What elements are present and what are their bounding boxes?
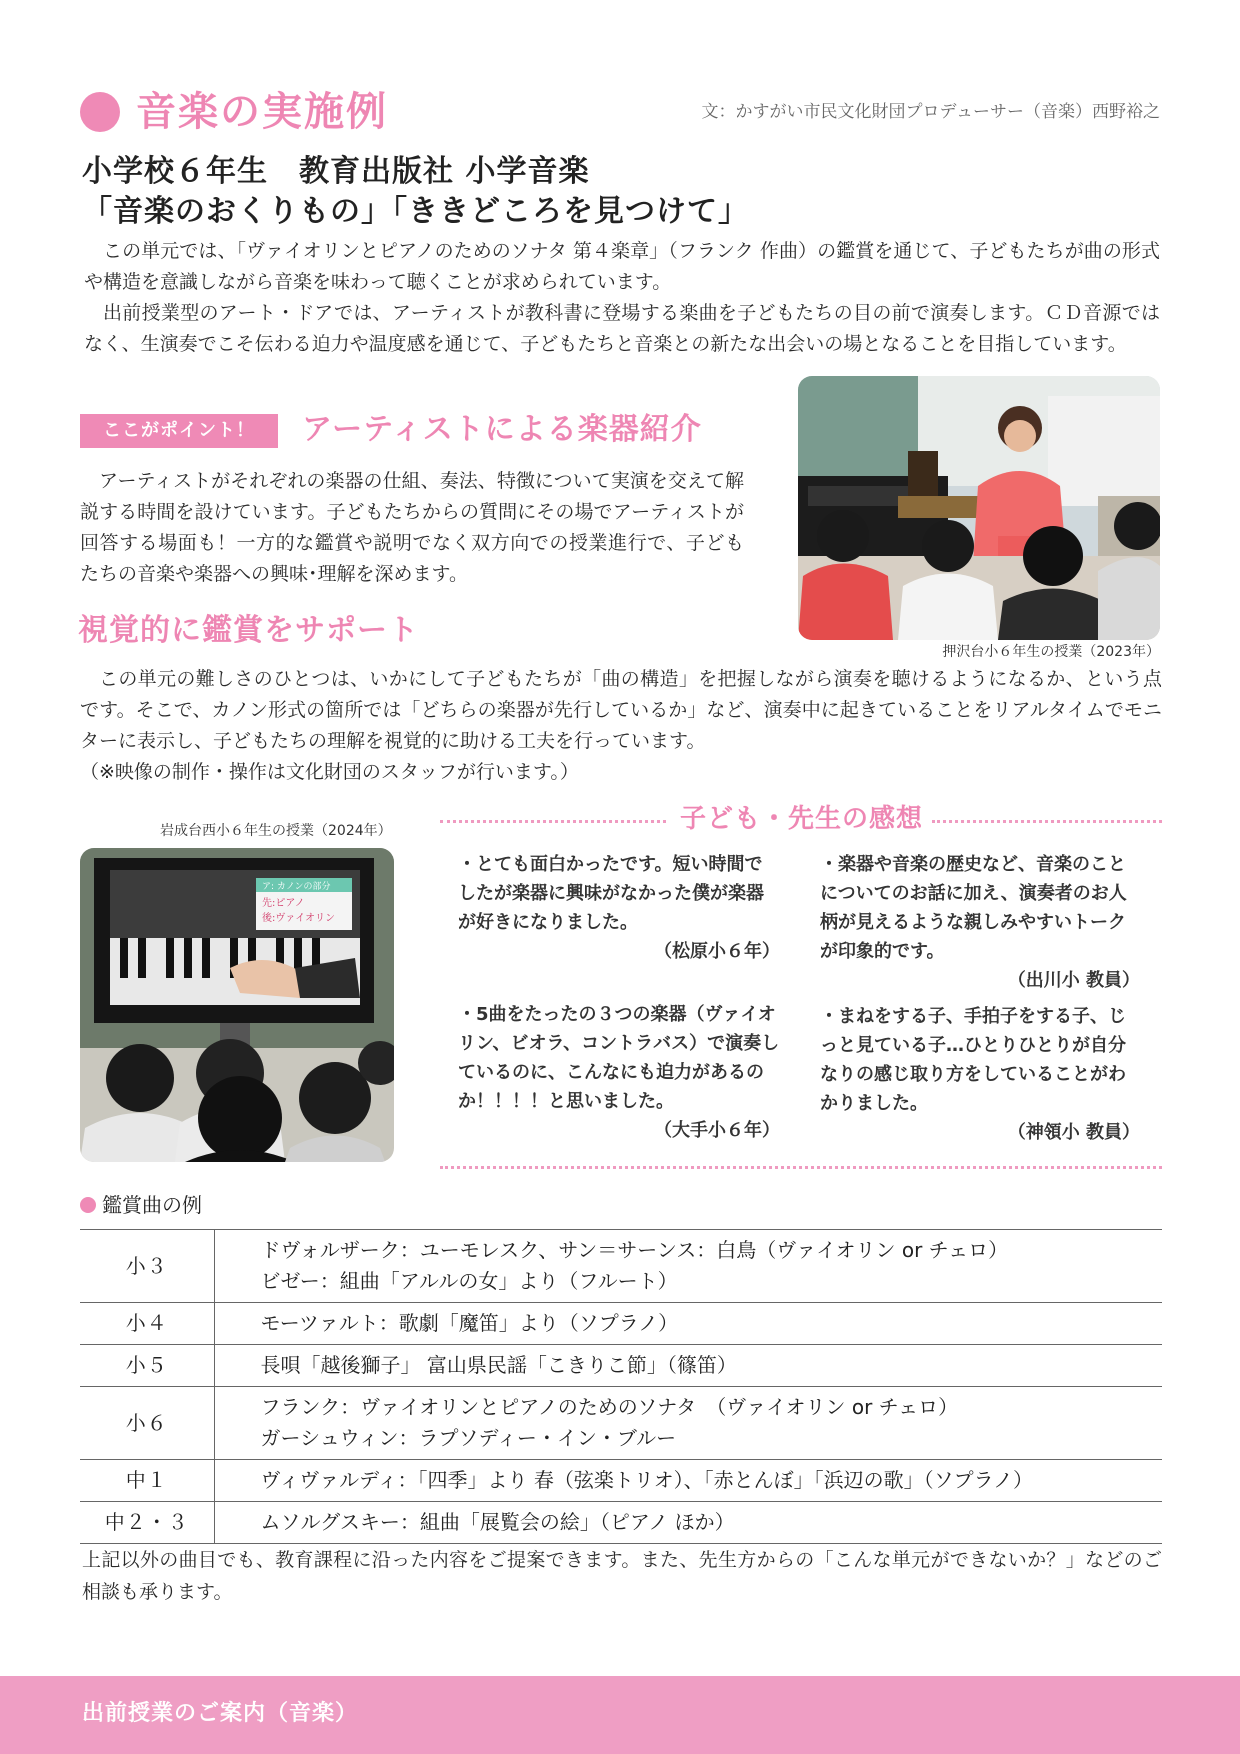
- piece-line: ドヴォルザーク：ユーモレスク、サン＝サーンス：白鳥（ヴァイオリン or チェロ）: [260, 1238, 1009, 1262]
- page-title: 音楽の実施例: [136, 89, 388, 135]
- piece-line: モーツァルト：歌劇「魔笛」より（ソプラノ）: [260, 1311, 679, 1335]
- unit-title-line1: 小学校６年生 教育出版社 小学音楽: [82, 154, 590, 189]
- point-heading: アーティストによる楽器紹介: [302, 412, 702, 447]
- works-heading: [80, 1190, 202, 1220]
- visual-support-body: [80, 664, 1162, 788]
- impression-text: ・まねをする子、手拍子をする子、じっと見ている子…ひとりひとりが自分なりの感じ取り方をしていることがわかりました。: [820, 1006, 1126, 1114]
- intro-paragraph-2: 出前授業型のアート・ドアでは、アーティストが教科書に登場する楽曲を子どもたちの目の前で演奏します。ＣＤ音源ではなく、生演奏でこそ伝わる迫力や温度感を通じて、子どもたちと音楽との新たな出会いの場となることを目指しています。: [84, 302, 1160, 355]
- impression-comment: [820, 1002, 1140, 1147]
- visual-support-heading: 視覚的に鑑賞をサポート: [78, 613, 419, 648]
- performer-photo-illustration: [798, 376, 1160, 640]
- monitor-photo-illustration: [80, 848, 394, 1162]
- dotted-divider-top-right: [932, 820, 1162, 823]
- impression-text: ・とても面白かったです。短い時間でしたが楽器に興味がなかった僕が楽器が好きになりました。: [458, 854, 764, 933]
- table-row: [80, 1230, 1162, 1303]
- impression-author: （大手小６年）: [654, 1120, 780, 1141]
- footer-text: 出前授業のご案内（音楽）: [82, 1701, 359, 1726]
- grade-cell: 中２・３: [80, 1502, 214, 1544]
- impression-author: （松原小６年）: [654, 941, 780, 962]
- piece-line: ビゼー：組曲「アルルの女」より（フルート）: [260, 1269, 678, 1293]
- pieces-cell: [214, 1345, 1162, 1387]
- visual-support-paragraph: この単元の難しさのひとつは、いかにして子どもたちが「曲の構造」を把握しながら演奏を聴けるようになるか、という点です。そこで、カノン形式の箇所では「どちらの楽器が先行しているか」など、演奏中に起きていることをリアルタイムでモニターに表示し、子どもたちの理解を視覚的に助ける工夫を行っています。: [80, 668, 1162, 752]
- monitor-line2-text: 後:ヴァイオリン: [262, 913, 335, 924]
- unit-title-line2: 「音楽のおくりもの」「ききどころを見つけて」: [82, 194, 749, 229]
- intro-text: [84, 236, 1160, 360]
- monitor-line1-text: 先:ピアノ: [262, 898, 305, 909]
- page-header: [80, 84, 1160, 144]
- works-heading-text: 鑑賞曲の例: [102, 1193, 202, 1217]
- grade-cell: 中１: [80, 1460, 214, 1502]
- table-row: [80, 1502, 1162, 1544]
- point-paragraph: アーティストがそれぞれの楽器の仕組、奏法、特徴について実演を交えて解説する時間を設けています。子どもたちからの質問にその場でアーティストが回答する場面も！一方的な鑑賞や説明でなく双方向での授業進行で、子どもたちの音楽や楽器への興味･理解を深めます。: [80, 470, 744, 585]
- table-row: [80, 1387, 1162, 1460]
- grade-cell: 小３: [80, 1230, 214, 1303]
- impression-comment: [820, 850, 1140, 995]
- dotted-divider-top-left: [440, 820, 666, 823]
- piece-line: ヴィヴァルディ：「四季」より 春（弦楽トリオ）、「赤とんぼ」「浜辺の歌」（ソプラノ）: [260, 1468, 1034, 1492]
- photo-caption-2023: 押沢台小６年生の授業（2023年）: [942, 644, 1160, 660]
- closing-text: 上記以外の曲目でも、教育課程に沿った内容をご提案できます。また、先生方からの「こんな単元ができないか？」などのご相談も承ります。: [82, 1549, 1162, 1603]
- dotted-divider-bottom: [440, 1166, 1162, 1169]
- pieces-cell: [214, 1502, 1162, 1544]
- visual-support-note: （※映像の制作・操作は文化財団のスタッフが行います。）: [80, 761, 579, 783]
- photo-caption-2024: 岩成台西小６年生の授業（2024年）: [160, 823, 392, 839]
- point-badge: ここがポイント！: [80, 414, 278, 448]
- impression-comment: [458, 1000, 780, 1145]
- pieces-cell: [214, 1230, 1162, 1303]
- classroom-photo-2023: [798, 376, 1160, 640]
- impression-text: ・5曲をたったの３つの楽器（ヴァイオリン、ビオラ、コントラバス）で演奏しているのに、こんなにも迫力があるのか！！！！と思いました。: [458, 1004, 780, 1112]
- pink-dot-icon: [80, 92, 120, 132]
- pieces-cell: [214, 1460, 1162, 1502]
- classroom-photo-2024: [80, 848, 394, 1162]
- impression-comment: [458, 850, 780, 966]
- pieces-cell: [214, 1387, 1162, 1460]
- piece-line: ガーシュウィン：ラプソディー・イン・ブルー: [260, 1426, 677, 1450]
- table-row: [80, 1303, 1162, 1345]
- table-row: [80, 1345, 1162, 1387]
- impression-author: （出川小 教員）: [1007, 970, 1140, 991]
- grade-cell: 小４: [80, 1303, 214, 1345]
- pink-bullet-icon: [80, 1197, 96, 1213]
- unit-title: [82, 152, 1162, 232]
- works-table: [80, 1229, 1162, 1544]
- impression-text: ・楽器や音楽の歴史など、音楽のことについてのお話に加え、演奏者のお人柄が見えるような親しみやすいトークが印象的です。: [820, 854, 1127, 962]
- author-credit: 文：かすがい市民文化財団プロデューサー（音楽）西野裕之: [701, 102, 1160, 122]
- piece-line: 長唄「越後獅子」 富山県民謡「こきりこ節」（篠笛）: [260, 1353, 737, 1377]
- piece-line: フランク：ヴァイオリンとピアノのためのソナタ （ヴァイオリン or チェロ）: [260, 1395, 959, 1419]
- grade-cell: 小５: [80, 1345, 214, 1387]
- page-footer: [0, 1676, 1240, 1754]
- grade-cell: 小６: [80, 1387, 214, 1460]
- pieces-cell: [214, 1303, 1162, 1345]
- intro-paragraph-1: この単元では、「ヴァイオリンとピアノのためのソナタ 第４楽章」（フランク 作曲）の鑑賞を通じて、子どもたちが曲の形式や構造を意識しながら音楽を味わって聴くことが求められています。: [84, 240, 1160, 293]
- point-body: [80, 466, 744, 590]
- piece-line: ムソルグスキー：組曲「展覧会の絵」（ピアノ ほか）: [260, 1510, 735, 1534]
- table-row: [80, 1460, 1162, 1502]
- impressions-title: 子ども・先生の感想: [680, 804, 924, 834]
- impression-author: （神領小 教員）: [1007, 1122, 1140, 1143]
- monitor-label-text: ア: カノンの部分: [262, 882, 331, 892]
